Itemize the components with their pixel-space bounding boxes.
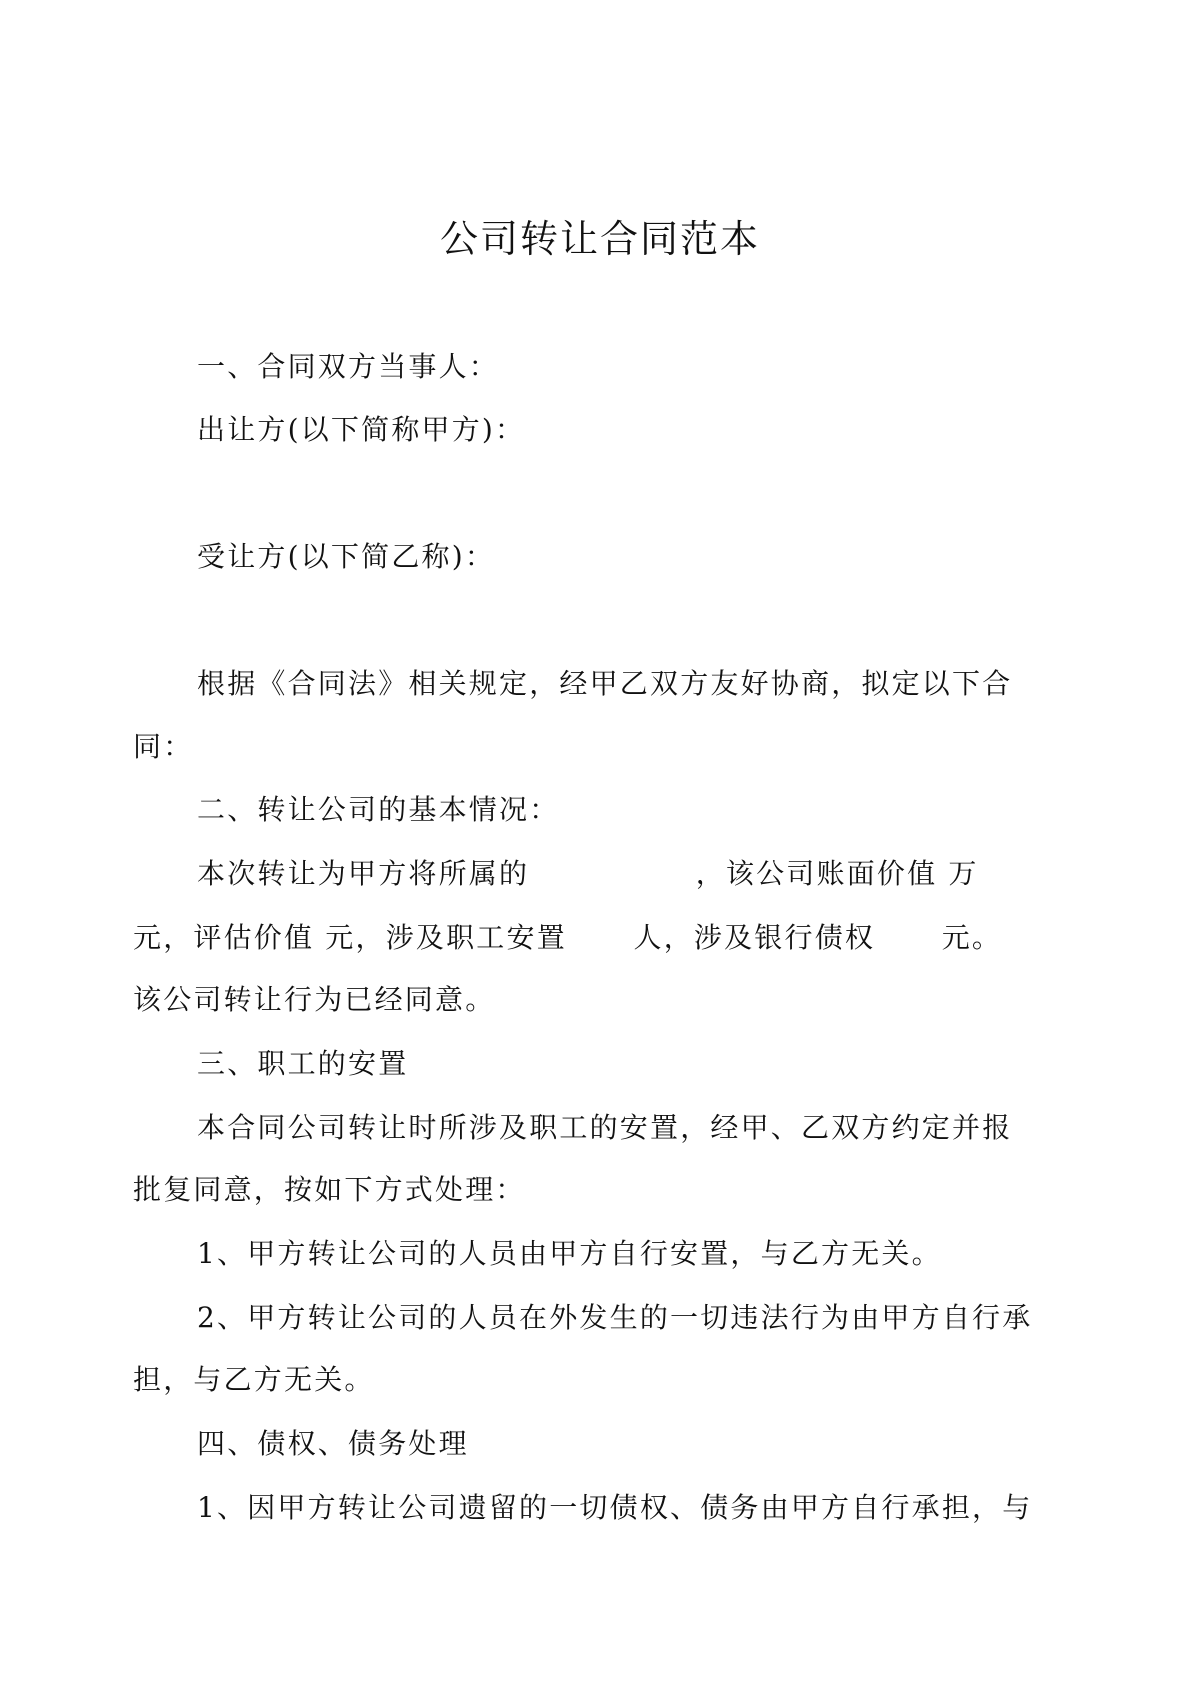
section-1-heading: 一、合同双方当事人： <box>197 350 500 383</box>
transferee-label: 受让方(以下简乙称)： <box>197 540 496 573</box>
section-2-line-1: 本次转让为甲方将所属的 ，该公司账面价值 万 <box>197 857 979 890</box>
section-2-heading: 二、转让公司的基本情况： <box>197 793 560 826</box>
transferor-label: 出让方(以下简称甲方)： <box>197 413 526 446</box>
section-3-line-1: 本合同公司转让时所涉及职工的安置，经甲、乙双方约定并报 <box>197 1111 1013 1144</box>
section-3-line-2: 批复同意，按如下方式处理： <box>133 1173 526 1206</box>
section-3-item-2-line-2: 担，与乙方无关。 <box>133 1363 375 1396</box>
section-4-heading: 四、债权、债务处理 <box>197 1427 469 1460</box>
preamble-line-2: 同： <box>133 730 194 763</box>
section-4-item-1: 1、因甲方转让公司遗留的一切债权、债务由甲方自行承担，与 <box>197 1491 1033 1524</box>
section-3-heading: 三、职工的安置 <box>197 1047 409 1080</box>
document-title: 公司转让合同范本 <box>439 217 760 261</box>
section-2-line-3: 该公司转让行为已经同意。 <box>133 983 496 1016</box>
section-3-item-2-line-1: 2、甲方转让公司的人员在外发生的一切违法行为由甲方自行承 <box>197 1301 1033 1334</box>
preamble-line-1: 根据《合同法》相关规定，经甲乙双方友好协商，拟定以下合 <box>197 667 1013 700</box>
section-2-line-2: 元，评估价值 元，涉及职工安置 人，涉及银行债权 元。 <box>133 921 1003 954</box>
section-3-item-1: 1、甲方转让公司的人员由甲方自行安置，与乙方无关。 <box>197 1237 942 1270</box>
